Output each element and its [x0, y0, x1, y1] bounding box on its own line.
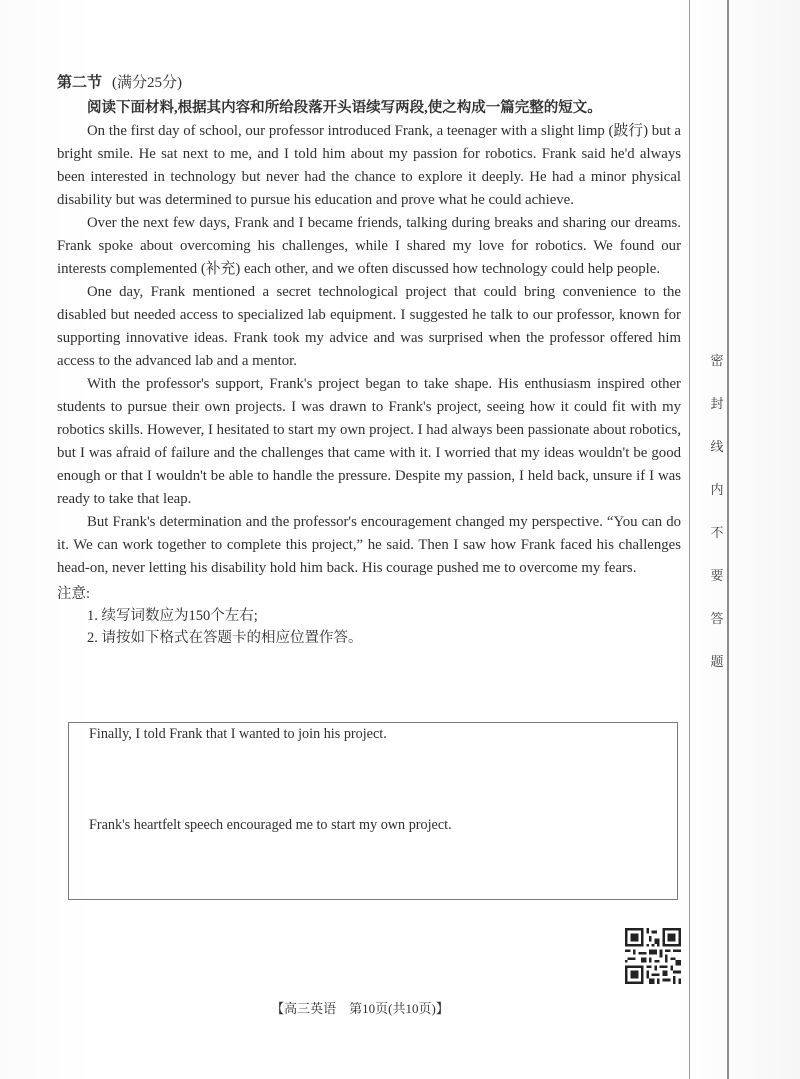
question-content	[57, 72, 681, 649]
section-title: 第二节	[57, 75, 103, 91]
story-paragraph: With the professor's support, Frank's project began to take shape. His enthusiasm inspired other students to pursue their own projects. I was drawn to Frank's project, seeing how it could fit with my robotics skills. However, I hesitated to start my own project. I had always been passionate about robotics, but I was afraid of failure and the challenges that came with it. I worried that my ideas wouldn't be good enough or that I wouldn't be able to handle the pressure. Despite my passion, I held back, unsure if I was ready to take that leap.	[57, 376, 682, 507]
notes-title: 注意:	[57, 586, 91, 602]
seal-margin-text	[708, 353, 726, 697]
seal-line-inner	[727, 0, 729, 1079]
story-paragraph: Over the next few days, Frank and I became friends, talking during breaks and sharing our dreams. Frank spoke about overcoming his challenges, while I shared my love for robotics. We found our interests complemented (补充) each other, and we often discussed how technology could help people.	[57, 215, 681, 277]
story-paragraph: But Frank's determination and the professor's encouragement changed my perspective. “You can do it. We can work together to complete this project,” he said. Then I saw how Frank faced his challenges head-on, never letting his disability hold him back. His courage pushed me to overcome my fears.	[57, 514, 681, 576]
seal-line-outer	[689, 0, 690, 1079]
paragraph-starter-1: Finally, I told Frank that I wanted to join his project.	[89, 726, 387, 742]
section-score: (满分25分)	[112, 75, 183, 91]
instruction-text: 阅读下面材料,根据其内容和所给段落开头语续写两段,使之构成一篇完整的短文。	[87, 100, 602, 116]
seal-char: 不	[710, 525, 724, 540]
answer-box	[68, 722, 678, 900]
story-paragraph: On the first day of school, our professor introduced Frank, a teenager with a slight limp (跛行) but a bright smile. He sat next to me, and I told him about my passion for robotics. Frank said he'd always been interested in technology but never had the chance to explore it deeply. He had a minor physical disability but was determined to pursue his education and prove what he could achieve.	[57, 123, 681, 208]
seal-char: 线	[710, 439, 724, 454]
story-paragraph: One day, Frank mentioned a secret technological project that could bring convenience to the disabled but needed access to specialized lab equipment. I suggested he talk to our professor, known for supporting innovative ideas. Frank took my advice and was surprised when the professor offered him access to the advanced lab and a mentor.	[57, 284, 681, 369]
seal-char: 题	[710, 654, 724, 669]
page-footer: 【高三英语 第10页(共10页)】	[271, 1001, 449, 1016]
section-heading	[57, 72, 681, 94]
seal-char: 密	[710, 353, 724, 368]
qr-code-icon	[625, 928, 681, 984]
seal-char: 要	[710, 568, 724, 583]
paragraph-starter-2: Frank's heartfelt speech encouraged me to start my own project.	[89, 817, 452, 833]
seal-char: 封	[710, 396, 724, 411]
note-item: 1. 续写词数应为150个左右;	[87, 608, 258, 624]
note-item: 2. 请按如下格式在答题卡的相应位置作答。	[87, 630, 363, 646]
seal-char: 答	[710, 611, 724, 626]
seal-char: 内	[710, 482, 724, 497]
